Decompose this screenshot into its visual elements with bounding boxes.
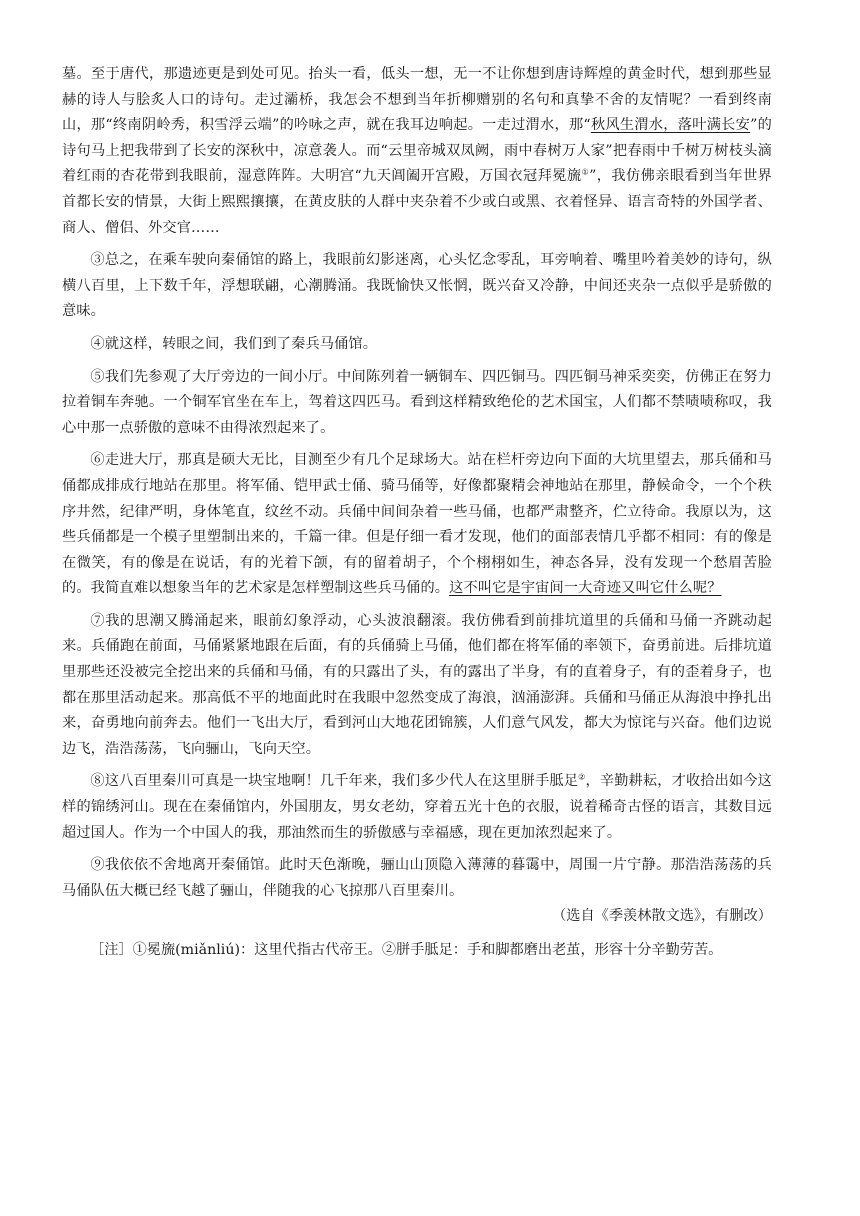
paragraph-3: ③总之，在乘车驶向秦俑馆的路上，我眼前幻影迷离，心头忆念零乱，耳旁响着、嘴里吟着美妙的诗句，纵横八百里，上下数千年，浮想联翩，心潮腾涌。我既愉快又怅惘，既兴奋又冷静，中间还夹杂一点似乎是骄傲的意味。 <box>62 252 772 320</box>
paragraph-4: ④就这样，转眼之间，我们到了秦兵马俑馆。 <box>90 335 378 352</box>
paragraph-text: ”的诗句马上把我带到了长安的深秋中，凉意袭人。而“云里帝城双凤阙，雨中春树万人家”把春雨中千树万树枝头滴着红雨的杏花带到我眼前，湿意阵阵。大明宫“九天阊阖开宫殿，万国衣冠拜冕旒 <box>62 117 772 185</box>
paragraph-9: ⑨我依依不舍地离开秦俑馆。此时天色渐晚，骊山山顶隐入薄薄的暮霭中，周围一片宁静。那浩浩荡荡的兵马俑队伍大概已经飞越了骊山，伴随我的心飞掠那八百里秦川。 <box>62 857 772 899</box>
paragraph-text: ”，我仿佛亲眼看到当年世界首都长安的情景，大街上熙熙攘攘，在黄皮肤的人群中夹杂着不少或白或黑、衣着怪异、语言奇特的外国学者、商人、僧侣、外交官…… <box>62 168 772 236</box>
paragraph-2-continued <box>62 62 772 241</box>
source-citation: （选自《季羡林散文选》，有删改） <box>552 908 772 925</box>
footnote-marker-1: ① <box>581 167 590 177</box>
underlined-sentence: 这不叫它是宇宙间一大奇迹又叫它什么呢？ <box>449 580 722 597</box>
paragraph-7: ⑦我的思潮又腾涌起来，眼前幻象浮动，心头波浪翻滚。我仿佛看到前排坑道里的兵俑和马俑一齐跳动起来。兵俑跑在前面，马俑紧紧地跟在后面，有的兵俑骑上马俑，他们都在将军俑的率领下，奋勇前进。后排坑道里那些还没被完全挖出来的兵俑和马俑，有的只露出了头，有的露出了半身，有的直着身子，有的歪着身子，也都在那里活动起来。那高低不平的地面此时在我眼中忽然变成了海浪，汹涌澎湃。兵俑和马俑正从海浪中挣扎出来，奋勇地向前奔去。他们一飞出大厅，看到河山大地花团锦簇，人们意气风发，都大为惊诧与兴奋。他们边说边飞，浩浩荡荡，飞向骊山，飞向天空。 <box>62 612 772 757</box>
footnotes: ［注］①冕旒(miǎnliú)：这里代指古代帝王。②胼手胝足：手和脚都磨出老茧，形容十分辛勤劳苦。 <box>90 942 723 958</box>
paragraph-5: ⑤我们先参观了大厅旁边的一间小厅。中间陈列着一辆铜车、四匹铜马。四匹铜马神采奕奕，仿佛正在努力拉着铜车奔驰。一个铜军官坐在车上，驾着这四匹马。看到这样精致绝伦的艺术国宝，人们都不禁啧啧称叹，我心中那一点骄傲的意味不由得浓烈起来了。 <box>62 368 772 436</box>
paragraph-text: ⑧这八百里秦川可真是一块宝地啊！几千年来，我们多少代人在这里胼手胝足 <box>90 773 579 790</box>
paragraph-text: ，辛勤耕耘，才收拾出如今这样的锦绣河山。现在在秦俑馆内，外国朋友，男女老幼，穿着五光十色的衣服，说着稀奇古怪的语言，其数目远超过国人。作为一个中国人的我，那油然而生的骄傲感与幸福感，现在更加浓烈起来了。 <box>62 773 773 841</box>
paragraph-text: ⑥走进大厅，那真是硕大无比，目测至少有几个足球场大。站在栏杆旁边向下面的大坑里望去，那兵俑和马俑都成排成行地站在那里。将军俑、铠甲武士俑、骑马俑等，好像都聚精会神地站在那里，静候命令，一个个秩序井然，纪律严明，身体笔直，纹丝不动。兵俑中间间杂着一些马俑，也都严肃整齐，伫立待命。我原以为，这些兵俑都是一个模子里塑制出来的，千篇一律。但是仔细一看才发现，他们的面部表情几乎都不相同：有的像是在微笑，有的像是在说话，有的光着下颌，有的留着胡子，个个栩栩如生，神态各异，没有发现一个愁眉苦脸的。我简直难以想象当年的艺术家是怎样塑制这些兵马俑的。 <box>62 452 772 597</box>
paragraph-6 <box>62 448 772 602</box>
paragraph-8 <box>62 769 772 846</box>
paragraph-text: 墓。至于唐代，那遗迹更是到处可见。抬头一看，低头一想，无一不让你想到唐诗辉煌的黄金时代，想到那些显赫的诗人与脍炙人口的诗句。走过灞桥，我怎会不想到当年折柳赠别的名句和真挚不舍的友情呢？一看到终南山，那“终南阴岭秀，积雪浮云端”的吟咏之声，就在我耳边响起。一走过渭水，那“ <box>62 66 772 134</box>
underlined-poem-line: 秋风生渭水，落叶满长安 <box>590 117 751 134</box>
footnote-marker-2: ② <box>578 772 586 782</box>
